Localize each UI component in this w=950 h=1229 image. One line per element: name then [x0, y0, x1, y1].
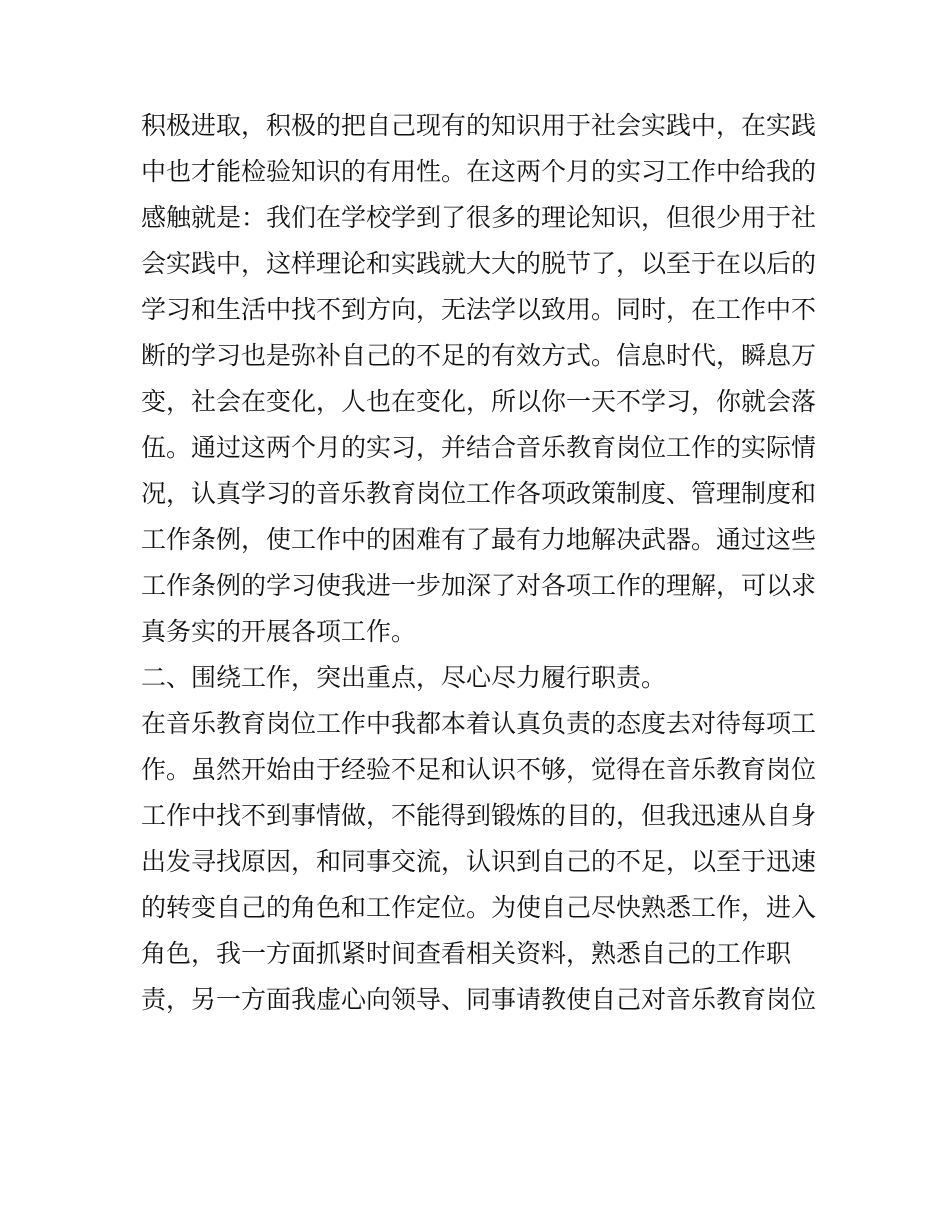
- text-line: 中也才能检验知识的有用性。在这两个月的实习工作中给我的: [141, 157, 817, 186]
- text-line: 真务实的开展各项工作。: [141, 617, 417, 646]
- text-line: 会实践中，这样理论和实践就大大的脱节了，以至于在以后的: [141, 249, 817, 278]
- text-line: 出发寻找原因，和同事交流，认识到自己的不足，以至于迅速: [141, 847, 817, 876]
- text-line: 变，社会在变化，人也在变化，所以你一天不学习，你就会落: [141, 387, 817, 416]
- text-line: 工作条例，使工作中的困难有了最有力地解决武器。通过这些: [141, 525, 817, 554]
- text-line: 责，另一方面我虚心向领导、同事请教使自己对音乐教育岗位: [141, 985, 817, 1014]
- body-text: [141, 103, 821, 1023]
- text-line: 工作中找不到事情做，不能得到锻炼的目的，但我迅速从自身: [141, 801, 817, 830]
- text-line: 学习和生活中找不到方向，无法学以致用。同时，在工作中不: [141, 295, 817, 324]
- section-heading: 二、围绕工作，突出重点，尽心尽力履行职责。: [141, 663, 667, 692]
- text-line: 工作条例的学习使我进一步加深了对各项工作的理解，可以求: [141, 571, 817, 600]
- text-line: 伍。通过这两个月的实习，并结合音乐教育岗位工作的实际情: [141, 433, 817, 462]
- text-line: 况，认真学习的音乐教育岗位工作各项政策制度、管理制度和: [141, 479, 817, 508]
- text-line: 角色，我一方面抓紧时间查看相关资料，熟悉自己的工作职: [141, 939, 792, 968]
- text-line: 作。虽然开始由于经验不足和认识不够，觉得在音乐教育岗位: [141, 755, 817, 784]
- text-line: 在音乐教育岗位工作中我都本着认真负责的态度去对待每项工: [141, 709, 817, 738]
- text-line: 积极进取，积极的把自己现有的知识用于社会实践中，在实践: [141, 111, 817, 140]
- text-line: 感触就是：我们在学校学到了很多的理论知识，但很少用于社: [141, 203, 817, 232]
- text-line: 断的学习也是弥补自己的不足的有效方式。信息时代，瞬息万: [141, 341, 817, 370]
- text-line: 的转变自己的角色和工作定位。为使自己尽快熟悉工作，进入: [141, 893, 817, 922]
